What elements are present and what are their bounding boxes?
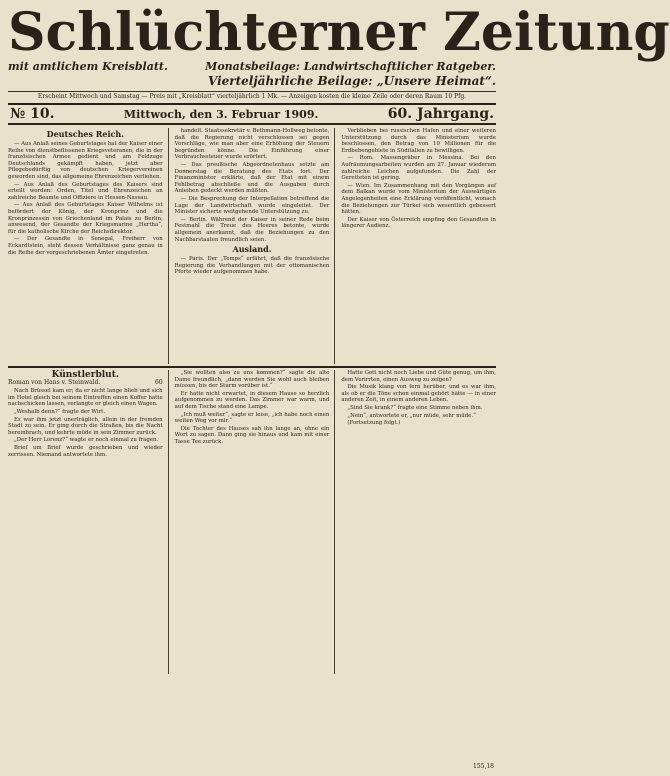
feuilleton-installment: 60 — [155, 378, 163, 386]
issue-date: Mittwoch, den 3. Februar 1909. — [123, 108, 319, 121]
story-paragraph: Die Tochter des Hauses sah ihn lange an, ohne ein Wort zu sagen. Dann ging sie hinaus und kam mit einer Tasse Tee zurück. — [174, 425, 330, 445]
story-paragraph: „Sind Sie krank?“ fragte eine Stimme neben ihm. — [347, 404, 483, 411]
news-column-2 — [175, 128, 336, 364]
feuilleton-byline-row — [8, 380, 163, 387]
issue-number: № 10. — [10, 106, 55, 122]
article-paragraph: — Rom. Massengräber in Messina. Bei den Aufräumungsarbeiten wurden am 27. Januar wiederum zahlreiche Leichen aufgefunden. Die Zahl der Geretteten ist gering. — [341, 155, 497, 182]
article-paragraph: Verblieben bei russischen Hafen und einer weiteren Unterstützung durch das Ministerium wurde beschlossen, den Betrag von 10 Millionen für die Erdbebengebiete in Süditalien zu bewilligen. — [341, 128, 497, 154]
publication-info: Erscheint Mittwoch und Samstag — Preis mit „Kreisblatt“ vierteljährlich 1 Mk. — Anzeigen kosten die kleine Zeile oder deren Raum 10 Pfg. — [8, 91, 496, 101]
subtitle-row — [8, 60, 496, 73]
article-paragraph: handelt. Staatssekretär v. Bethmann-Hollweg betonte, daß die Regierung nicht verschlossen sei gegen Vorschläge, wie man aber eine Erhöhung der Steuern begründen könne. Die Einführung einer Verbrauchssteuer wurde erörtert. — [174, 128, 330, 161]
section-heading-ausland: Ausland. — [232, 244, 272, 255]
feuilleton-column-3 — [341, 370, 496, 674]
article-paragraph: — Das preußische Abgeordnetenhaus setzte am Donnerstag die Beratung des Etats fort. Der Finanzminister erklärte, daß der Etat mit einem Fehlbetrag abschließe und die Ausgaben durch Anleihen gedeckt werden müßten. — [174, 161, 330, 195]
article-paragraph: — Aus Anlaß des Geburtstages des Kaisers sind erteilt worden: Orden, Titel und Ehrenzeichen an zahlreiche Beamte und Offiziere in Hessen-Nassau. — [8, 181, 163, 201]
story-paragraph: „Nein“, antwortete er, „nur müde, sehr müde.“ — [347, 412, 476, 419]
subtitle-right: Monatsbeilage: Landwirtschaftlicher Ratgeber. — [205, 60, 496, 73]
story-paragraph: Hatte Gott nicht noch Liebe und Güte genug, um ihm, dem Verirrten, einen Ausweg zu zeigen? — [341, 370, 497, 383]
feuilleton-column-1 — [8, 370, 169, 674]
article-paragraph: — Aus Anlaß des Geburtstages Kaiser Wilhelms ist befördert der König, der Kronprinz und die Kronprinzessin von Griechenland im Palais zu Berlin, anwesend, der Gesandte der Kriegsmarine „Hertha“, für die katholische Kirche der Reichsdirektor. — [8, 202, 163, 235]
feuilleton-section — [8, 370, 496, 674]
article-paragraph: — Aus Anlaß seines Geburtstages hat der Kaiser einer Reihe von dienstbeflissenen Kriegsveteranen, die in der französischen Armee gedient und am Feldzuge Deutschlands gekämpft haben, jetzt aber Pflegebedürftig von deutschen Kriegervereinen geworden sind, das allgemeine Ehrenzeichen verliehen. — [8, 141, 163, 180]
volume-number: 60. Jahrgang. — [387, 106, 494, 122]
story-paragraph: „Der Herr Lorenz?“ wagte er noch einmal zu fragen. — [14, 437, 159, 444]
story-paragraph: Es war ihm jetzt unerträglich, allein in der fremden Stadt zu sein. Er ging durch die Straßen, bis die Nacht hereinbrach, und kehrte müde in sein Zimmer zurück. — [8, 416, 163, 436]
article-paragraph: — Paris. Der „Temps“ erfährt, daß die französische Regierung die Verhandlungen mit der ottomanischen Pforte wieder aufgenommen habe. — [174, 256, 330, 276]
feuilleton-column-2 — [175, 370, 336, 674]
subtitle-left: mit amtlichem Kreisblatt. — [8, 60, 168, 73]
news-section — [8, 128, 496, 364]
story-paragraph: Brief um Brief wurde geschrieben und wieder zerrissen. Niemand antwortete ihm. — [8, 444, 163, 458]
feuilleton-title: Künstlerblut. — [51, 370, 120, 380]
story-paragraph: Nach Brüssel kam er; da er nicht lange blieb und sich im Hotel gleich bei seinem Eintreffen einen Koffer hatte nachschicken lassen, verlangte er gleich einen Wagen. — [8, 388, 163, 408]
article-paragraph: — Die Besprechung der Interpellation betreffend die Lage der Landwirtschaft wurde eingeleitet. Der Minister sicherte weitgehende Unterstützung zu. — [174, 195, 330, 216]
feuilleton-divider — [8, 366, 496, 368]
story-paragraph: Die Musik klang von fern herüber, und es war ihm, als ob er die Töne schon einmal gehört hätte — in einer anderen Zeit, in einem anderen Leben. — [341, 384, 497, 404]
masthead — [8, 2, 670, 101]
article-paragraph: Der Kaiser von Österreich empfing den Gesandten in längerer Audienz. — [341, 216, 497, 230]
story-paragraph: Er hatte nicht erwartet, in diesem Hause so herzlich aufgenommen zu werden. Das Zimmer war warm, und auf dem Tische stand eine Lampe. — [174, 390, 330, 410]
story-paragraph: „Sie wollten also zu uns kommen?“ sagte die alte Dame freundlich, „dann werden Sie wohl auch bleiben müssen, bis der Sturm vorüber ist.“ — [174, 370, 330, 390]
article-paragraph: — Berlin. Während der Kaiser in seiner Rede beim Festmahl die Treue des Heeres betonte, wurde allgemein anerkannt, daß die Beziehungen zu den Nachbarstaaten freundlich seien. — [174, 216, 330, 243]
article-paragraph: — Der Gesandte in Senegal, Freiherr von Eckardtstein, steht dessen Verhältnisse ganz genau in die Reihe der vorgeschriebenen Ämter eingetreten. — [8, 236, 163, 256]
page-mark: 155,18 — [473, 763, 494, 770]
newspaper-title: Schlüchterner Zeitung — [8, 2, 670, 63]
feuilleton-byline: Roman von Hans v. Steinwald. — [8, 378, 101, 386]
news-column-3 — [341, 128, 496, 364]
story-paragraph: (Fortsetzung folgt.) — [347, 420, 401, 427]
story-paragraph: „Ich muß weiter“, sagte er leise, „ich habe noch einen weiten Weg vor mir.“ — [174, 411, 330, 425]
dateline — [8, 103, 496, 125]
subtitle-line2: Vierteljährliche Beilage: „Unsere Heimat“. — [207, 74, 496, 88]
article-paragraph: — Wien. Im Zusammenhang mit den Vorgängen auf dem Balkan wurde vom Ministerium der Auswärtigen Angelegenheiten eine Erklärung veröffentlicht, wonach die Beziehungen zur Türkei sich wesentlich gebessert hätten. — [341, 182, 497, 216]
section-heading-deutsches-reich: Deutsches Reich. — [46, 129, 125, 139]
news-column-1 — [8, 128, 169, 364]
story-paragraph: „Weshalb denn?“ fragte der Wirt. — [14, 408, 106, 415]
